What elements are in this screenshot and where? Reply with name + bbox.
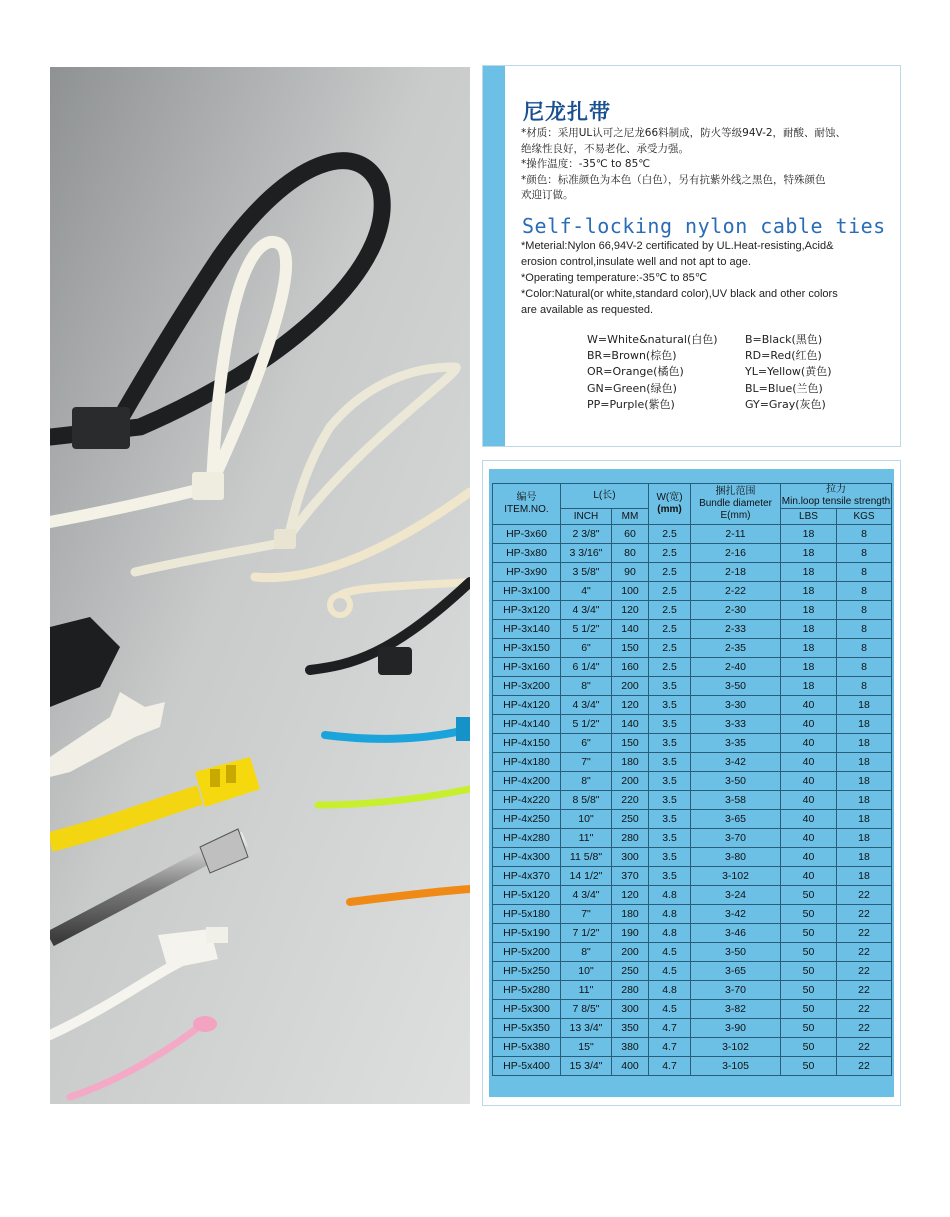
- header-inch: INCH: [561, 509, 612, 525]
- color-row: [587, 348, 847, 364]
- cell-kgs: 22: [837, 905, 892, 924]
- cell-bundle: 3-24: [691, 886, 781, 905]
- cell-kgs: 8: [837, 525, 892, 544]
- cell-item: HP-5x180: [493, 905, 561, 924]
- color-code: RD=Red(红色): [745, 349, 822, 363]
- cell-lbs: 18: [781, 582, 837, 601]
- color-code: GY=Gray(灰色): [745, 397, 826, 411]
- cell-lbs: 50: [781, 924, 837, 943]
- header-item: [493, 484, 561, 525]
- cell-bundle: 3-102: [691, 1038, 781, 1057]
- color-row: [587, 397, 847, 413]
- cell-bundle: 3-50: [691, 772, 781, 791]
- cell-width: 3.5: [649, 829, 691, 848]
- cell-inch: 4 3/4": [561, 696, 612, 715]
- cell-width: 4.5: [649, 943, 691, 962]
- cell-item: HP-3x200: [493, 677, 561, 696]
- table-row: [493, 867, 892, 886]
- cell-mm: 180: [612, 753, 649, 772]
- cell-lbs: 50: [781, 1000, 837, 1019]
- en-title: Self-locking nylon cable ties: [522, 214, 886, 238]
- header-tensile-en: Min.loop tensile strength: [781, 496, 891, 507]
- cell-kgs: 8: [837, 601, 892, 620]
- header-width-cn: W(宽): [656, 492, 683, 503]
- cell-kgs: 18: [837, 753, 892, 772]
- cell-bundle: 2-40: [691, 658, 781, 677]
- cell-item: HP-5x190: [493, 924, 561, 943]
- cell-kgs: 18: [837, 715, 892, 734]
- spec-table: [492, 483, 892, 1076]
- cell-bundle: 3-82: [691, 1000, 781, 1019]
- cell-width: 4.8: [649, 905, 691, 924]
- cell-width: 2.5: [649, 639, 691, 658]
- cell-bundle: 2-11: [691, 525, 781, 544]
- color-code: B=Black(黑色): [745, 333, 823, 346]
- spec-table-body: [493, 525, 892, 1076]
- header-bundle-cn: 捆扎范围: [715, 486, 756, 497]
- header-item-en: ITEM.NO.: [504, 504, 549, 515]
- cell-width: 3.5: [649, 677, 691, 696]
- spec-table-background: [489, 469, 894, 1097]
- cell-mm: 150: [612, 734, 649, 753]
- cell-kgs: 22: [837, 981, 892, 1000]
- en-line: *Color:Natural(or white,standard color),UV black and other colors: [521, 288, 838, 300]
- cell-bundle: 2-35: [691, 639, 781, 658]
- cell-inch: 4 3/4": [561, 886, 612, 905]
- cell-kgs: 8: [837, 620, 892, 639]
- cell-kgs: 18: [837, 696, 892, 715]
- cell-kgs: 18: [837, 772, 892, 791]
- cell-mm: 140: [612, 620, 649, 639]
- cell-mm: 300: [612, 848, 649, 867]
- cell-inch: 11": [561, 981, 612, 1000]
- cell-lbs: 40: [781, 734, 837, 753]
- cell-lbs: 50: [781, 1019, 837, 1038]
- table-row: [493, 962, 892, 981]
- cell-item: HP-5x280: [493, 981, 561, 1000]
- cell-inch: 8": [561, 943, 612, 962]
- table-row: [493, 677, 892, 696]
- cell-item: HP-5x300: [493, 1000, 561, 1019]
- cell-inch: 5 1/2": [561, 715, 612, 734]
- cell-lbs: 40: [781, 867, 837, 886]
- en-line: *Operating temperature:-35℃ to 85℃: [521, 272, 708, 284]
- cell-mm: 200: [612, 772, 649, 791]
- cell-inch: 13 3/4": [561, 1019, 612, 1038]
- cell-lbs: 50: [781, 886, 837, 905]
- cell-item: HP-3x150: [493, 639, 561, 658]
- cell-mm: 90: [612, 563, 649, 582]
- cell-lbs: 18: [781, 620, 837, 639]
- cell-item: HP-4x140: [493, 715, 561, 734]
- cell-item: HP-3x90: [493, 563, 561, 582]
- cell-lbs: 40: [781, 772, 837, 791]
- cell-width: 2.5: [649, 563, 691, 582]
- cell-inch: 8 5/8": [561, 791, 612, 810]
- header-item-cn: 编号: [516, 492, 537, 503]
- product-photo: [50, 67, 470, 1104]
- cell-kgs: 22: [837, 1038, 892, 1057]
- cell-inch: 7": [561, 905, 612, 924]
- cell-width: 3.5: [649, 734, 691, 753]
- cell-bundle: 3-90: [691, 1019, 781, 1038]
- header-bundle-en: Bundle diameter: [699, 498, 772, 509]
- cell-bundle: 3-46: [691, 924, 781, 943]
- cell-mm: 80: [612, 544, 649, 563]
- cell-width: 3.5: [649, 810, 691, 829]
- color-code: OR=Orange(橘色): [587, 365, 684, 379]
- cell-bundle: 3-70: [691, 829, 781, 848]
- cell-kgs: 18: [837, 848, 892, 867]
- cell-inch: 11 5/8": [561, 848, 612, 867]
- cell-inch: 4": [561, 582, 612, 601]
- cell-width: 2.5: [649, 544, 691, 563]
- cell-inch: 14 1/2": [561, 867, 612, 886]
- cell-inch: 2 3/8": [561, 525, 612, 544]
- cell-lbs: 50: [781, 943, 837, 962]
- table-row: [493, 1038, 892, 1057]
- cell-width: 4.7: [649, 1019, 691, 1038]
- cell-item: HP-5x250: [493, 962, 561, 981]
- cell-mm: 150: [612, 639, 649, 658]
- cell-inch: 6": [561, 639, 612, 658]
- cell-kgs: 22: [837, 886, 892, 905]
- cell-width: 3.5: [649, 696, 691, 715]
- cell-item: HP-4x180: [493, 753, 561, 772]
- cell-item: HP-4x250: [493, 810, 561, 829]
- cell-lbs: 50: [781, 905, 837, 924]
- cell-bundle: 3-80: [691, 848, 781, 867]
- cell-lbs: 18: [781, 563, 837, 582]
- cell-item: HP-4x120: [493, 696, 561, 715]
- header-tensile-cn: 拉力: [826, 484, 846, 495]
- cell-bundle: 3-35: [691, 734, 781, 753]
- cell-mm: 60: [612, 525, 649, 544]
- cell-kgs: 18: [837, 867, 892, 886]
- table-row: [493, 1057, 892, 1076]
- cell-kgs: 18: [837, 829, 892, 848]
- table-row: [493, 791, 892, 810]
- table-row: [493, 1019, 892, 1038]
- color-row: [587, 381, 847, 397]
- cell-bundle: 3-102: [691, 867, 781, 886]
- cell-bundle: 3-70: [691, 981, 781, 1000]
- cell-width: 2.5: [649, 620, 691, 639]
- cell-bundle: 3-65: [691, 810, 781, 829]
- cell-bundle: 3-42: [691, 753, 781, 772]
- cell-kgs: 8: [837, 639, 892, 658]
- cn-title: 尼龙扎带: [523, 100, 611, 124]
- cell-inch: 10": [561, 810, 612, 829]
- cell-item: HP-3x160: [493, 658, 561, 677]
- cell-mm: 120: [612, 696, 649, 715]
- cell-lbs: 50: [781, 962, 837, 981]
- cell-mm: 280: [612, 981, 649, 1000]
- cell-bundle: 2-33: [691, 620, 781, 639]
- cell-bundle: 3-30: [691, 696, 781, 715]
- cell-lbs: 40: [781, 715, 837, 734]
- table-row: [493, 734, 892, 753]
- table-row: [493, 981, 892, 1000]
- cell-item: HP-5x400: [493, 1057, 561, 1076]
- cn-line: *材质：采用UL认可之尼龙66料制成，防火等级94V-2，耐酸、耐蚀、: [521, 127, 847, 139]
- cell-item: HP-4x370: [493, 867, 561, 886]
- cell-mm: 190: [612, 924, 649, 943]
- cell-mm: 100: [612, 582, 649, 601]
- cell-kgs: 18: [837, 810, 892, 829]
- table-row: [493, 696, 892, 715]
- header-tensile: [781, 484, 892, 509]
- cell-bundle: 2-16: [691, 544, 781, 563]
- cell-lbs: 40: [781, 829, 837, 848]
- table-row: [493, 829, 892, 848]
- cell-item: HP-3x60: [493, 525, 561, 544]
- cell-item: HP-3x120: [493, 601, 561, 620]
- color-code: W=White&natural(白色): [587, 333, 718, 346]
- cell-lbs: 18: [781, 544, 837, 563]
- cell-mm: 250: [612, 962, 649, 981]
- cell-kgs: 22: [837, 924, 892, 943]
- cell-width: 4.8: [649, 886, 691, 905]
- cell-inch: 4 3/4": [561, 601, 612, 620]
- cell-kgs: 22: [837, 1019, 892, 1038]
- accent-band: [483, 66, 505, 446]
- cell-lbs: 40: [781, 810, 837, 829]
- cell-mm: 280: [612, 829, 649, 848]
- cell-width: 4.7: [649, 1057, 691, 1076]
- cell-width: 3.5: [649, 867, 691, 886]
- cell-lbs: 18: [781, 639, 837, 658]
- cell-bundle: 2-22: [691, 582, 781, 601]
- cell-mm: 120: [612, 886, 649, 905]
- cell-mm: 120: [612, 601, 649, 620]
- cell-width: 2.5: [649, 582, 691, 601]
- cell-item: HP-4x280: [493, 829, 561, 848]
- cell-mm: 350: [612, 1019, 649, 1038]
- cell-mm: 220: [612, 791, 649, 810]
- table-row: [493, 886, 892, 905]
- table-row: [493, 601, 892, 620]
- cell-inch: 7 1/2": [561, 924, 612, 943]
- en-line: erosion control,insulate well and not apt to age.: [521, 256, 751, 268]
- cell-width: 2.5: [649, 658, 691, 677]
- cell-mm: 160: [612, 658, 649, 677]
- cell-width: 3.5: [649, 791, 691, 810]
- header-lbs: LBS: [781, 509, 837, 525]
- cell-width: 2.5: [649, 601, 691, 620]
- cn-line: 欢迎订做。: [521, 189, 574, 201]
- cell-mm: 200: [612, 943, 649, 962]
- table-row: [493, 772, 892, 791]
- cell-kgs: 8: [837, 582, 892, 601]
- cell-mm: 250: [612, 810, 649, 829]
- cell-inch: 8": [561, 772, 612, 791]
- cell-mm: 300: [612, 1000, 649, 1019]
- table-row: [493, 810, 892, 829]
- cell-item: HP-3x140: [493, 620, 561, 639]
- cell-bundle: 3-50: [691, 677, 781, 696]
- header-width-unit: (mm): [657, 504, 682, 515]
- cell-mm: 380: [612, 1038, 649, 1057]
- header-width: [649, 484, 691, 525]
- table-row: [493, 905, 892, 924]
- cell-width: 3.5: [649, 772, 691, 791]
- cell-kgs: 18: [837, 791, 892, 810]
- table-row: [493, 658, 892, 677]
- cell-kgs: 22: [837, 962, 892, 981]
- cell-width: 3.5: [649, 848, 691, 867]
- cell-inch: 15": [561, 1038, 612, 1057]
- cell-inch: 5 1/2": [561, 620, 612, 639]
- cell-item: HP-5x380: [493, 1038, 561, 1057]
- cell-lbs: 40: [781, 848, 837, 867]
- cell-width: 4.5: [649, 962, 691, 981]
- cell-inch: 6": [561, 734, 612, 753]
- color-code: BR=Brown(棕色): [587, 349, 677, 363]
- en-line: *Meterial:Nylon 66,94V-2 certificated by UL.Heat-resisting,Acid&: [521, 240, 834, 252]
- cell-lbs: 18: [781, 601, 837, 620]
- cell-kgs: 22: [837, 1057, 892, 1076]
- table-row: [493, 544, 892, 563]
- en-line: are available as requested.: [521, 304, 654, 316]
- cell-mm: 200: [612, 677, 649, 696]
- cell-inch: 11": [561, 829, 612, 848]
- cell-kgs: 8: [837, 563, 892, 582]
- table-row: [493, 620, 892, 639]
- cell-bundle: 3-65: [691, 962, 781, 981]
- cell-width: 4.7: [649, 1038, 691, 1057]
- cell-bundle: 3-58: [691, 791, 781, 810]
- cell-width: 3.5: [649, 715, 691, 734]
- cell-bundle: 3-105: [691, 1057, 781, 1076]
- cell-bundle: 2-18: [691, 563, 781, 582]
- cell-item: HP-4x220: [493, 791, 561, 810]
- cell-bundle: 3-50: [691, 943, 781, 962]
- cell-lbs: 18: [781, 658, 837, 677]
- color-code: GN=Green(绿色): [587, 381, 677, 395]
- table-row: [493, 1000, 892, 1019]
- cell-item: HP-4x300: [493, 848, 561, 867]
- cell-lbs: 50: [781, 981, 837, 1000]
- table-row: [493, 715, 892, 734]
- cell-lbs: 40: [781, 791, 837, 810]
- cell-lbs: 40: [781, 753, 837, 772]
- color-row: [587, 364, 847, 380]
- cell-bundle: 3-33: [691, 715, 781, 734]
- color-codes: [587, 332, 847, 413]
- cell-inch: 7 8/5": [561, 1000, 612, 1019]
- color-code: YL=Yellow(黄色): [745, 365, 832, 379]
- cell-item: HP-5x200: [493, 943, 561, 962]
- cell-width: 4.8: [649, 924, 691, 943]
- header-kgs: KGS: [837, 509, 892, 525]
- cell-item: HP-4x150: [493, 734, 561, 753]
- cell-width: 2.5: [649, 525, 691, 544]
- table-row: [493, 563, 892, 582]
- header-mm: MM: [612, 509, 649, 525]
- cn-line: 绝缘性良好，不易老化、承受力强。: [521, 142, 689, 155]
- color-code: PP=Purple(紫色): [587, 397, 675, 411]
- cell-mm: 140: [612, 715, 649, 734]
- table-row: [493, 753, 892, 772]
- cell-kgs: 8: [837, 544, 892, 563]
- cell-inch: 10": [561, 962, 612, 981]
- cell-width: 4.8: [649, 981, 691, 1000]
- cell-item: HP-5x350: [493, 1019, 561, 1038]
- cell-inch: 3 3/16": [561, 544, 612, 563]
- header-bundle-unit: E(mm): [720, 510, 751, 521]
- cell-inch: 8": [561, 677, 612, 696]
- cell-lbs: 50: [781, 1057, 837, 1076]
- cn-line: *颜色：标准颜色为本色（白色），另有抗紫外线之黑色，特殊颜色: [521, 173, 826, 186]
- cell-inch: 6 1/4": [561, 658, 612, 677]
- cell-item: HP-4x200: [493, 772, 561, 791]
- header-bundle: [691, 484, 781, 525]
- cell-inch: 15 3/4": [561, 1057, 612, 1076]
- cell-inch: 7": [561, 753, 612, 772]
- spec-table-panel: [482, 460, 901, 1106]
- table-row: [493, 582, 892, 601]
- cell-bundle: 2-30: [691, 601, 781, 620]
- cn-line: *操作温度：-35℃ to 85℃: [521, 158, 651, 170]
- cell-mm: 180: [612, 905, 649, 924]
- table-row: [493, 525, 892, 544]
- cell-width: 4.5: [649, 1000, 691, 1019]
- table-row: [493, 943, 892, 962]
- cell-kgs: 22: [837, 1000, 892, 1019]
- en-description: [521, 238, 838, 318]
- cell-item: HP-3x80: [493, 544, 561, 563]
- table-row: [493, 848, 892, 867]
- cell-item: HP-5x120: [493, 886, 561, 905]
- cell-lbs: 18: [781, 677, 837, 696]
- cell-lbs: 50: [781, 1038, 837, 1057]
- cell-kgs: 8: [837, 658, 892, 677]
- color-row: [587, 332, 847, 348]
- cell-mm: 400: [612, 1057, 649, 1076]
- cell-mm: 370: [612, 867, 649, 886]
- color-code: BL=Blue(兰色): [745, 381, 823, 395]
- cell-inch: 3 5/8": [561, 563, 612, 582]
- table-row: [493, 639, 892, 658]
- cell-kgs: 18: [837, 734, 892, 753]
- description-panel: [482, 65, 901, 447]
- cell-item: HP-3x100: [493, 582, 561, 601]
- cell-kgs: 8: [837, 677, 892, 696]
- cell-width: 3.5: [649, 753, 691, 772]
- cell-bundle: 3-42: [691, 905, 781, 924]
- cell-kgs: 22: [837, 943, 892, 962]
- table-row: [493, 924, 892, 943]
- cell-lbs: 40: [781, 696, 837, 715]
- cell-lbs: 18: [781, 525, 837, 544]
- cn-description: [521, 126, 846, 204]
- header-length: L(长): [561, 484, 649, 509]
